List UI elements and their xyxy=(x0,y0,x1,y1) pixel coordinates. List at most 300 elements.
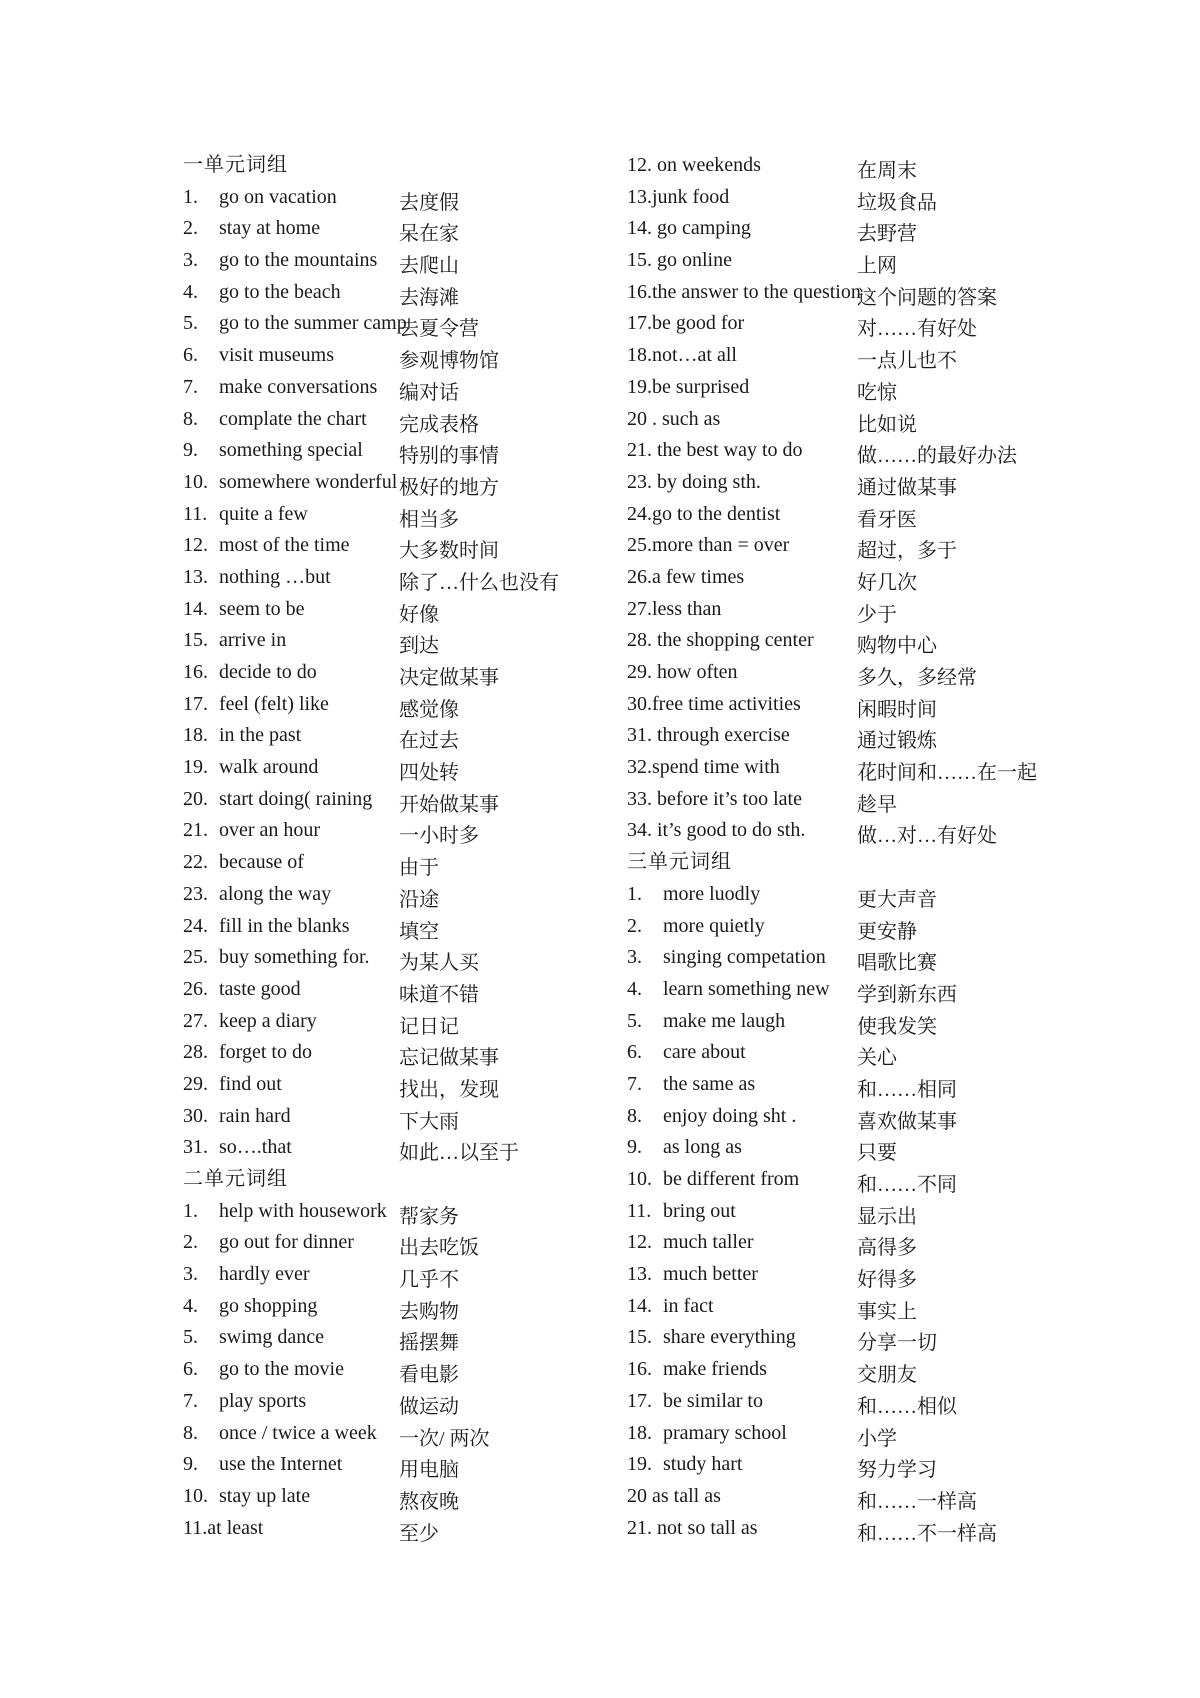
vocab-row xyxy=(183,1322,623,1354)
phrase-text: over an hour xyxy=(219,819,321,842)
vocab-row xyxy=(183,277,623,309)
item-number: 5. xyxy=(183,1326,198,1349)
chinese-meaning: 用电脑 xyxy=(399,1459,459,1482)
english-phrase xyxy=(627,1354,845,1386)
english-phrase xyxy=(627,1227,845,1259)
phrase-text: forget to do xyxy=(219,1041,312,1064)
english-phrase xyxy=(183,1101,383,1133)
vocab-row xyxy=(183,1227,623,1259)
phrase-text: complate the chart xyxy=(219,407,367,430)
phrase-text: hardly ever xyxy=(219,1263,310,1286)
item-number: 7. xyxy=(183,1389,198,1412)
item-number: 26. xyxy=(627,565,652,588)
item-number: 32. xyxy=(627,756,652,779)
phrase-text: pramary school xyxy=(663,1421,787,1444)
chinese-meaning: 在周末 xyxy=(857,160,917,182)
english-phrase xyxy=(183,277,383,309)
english-phrase xyxy=(183,1196,387,1228)
phrase-text: keep a diary xyxy=(219,1009,317,1032)
vocab-row xyxy=(627,340,1067,372)
item-number: 9. xyxy=(183,1453,198,1476)
english-phrase xyxy=(183,1132,383,1164)
english-phrase xyxy=(627,974,845,1006)
item-number: 15. xyxy=(183,629,208,652)
item-number: 20 xyxy=(627,407,647,430)
chinese-meaning: 好像 xyxy=(399,603,439,626)
chinese-meaning: 显示出 xyxy=(857,1205,917,1228)
item-number: 21. xyxy=(183,819,208,842)
phrase-text: go online xyxy=(652,249,732,272)
vocab-row xyxy=(627,1354,1067,1386)
vocab-row xyxy=(183,372,623,404)
vocab-row xyxy=(627,1322,1067,1354)
english-phrase xyxy=(183,1006,383,1038)
vocab-row xyxy=(183,1291,623,1323)
english-phrase xyxy=(183,467,398,499)
english-phrase xyxy=(183,1291,383,1323)
vocab-row xyxy=(627,625,1067,657)
item-number: 29. xyxy=(627,661,652,683)
english-phrase xyxy=(183,847,383,879)
vocab-row xyxy=(627,689,1067,721)
chinese-meaning: 帮家务 xyxy=(399,1205,459,1228)
item-number: 21. xyxy=(627,439,652,462)
english-phrase xyxy=(627,1386,845,1418)
vocab-row xyxy=(183,245,623,277)
vocab-row xyxy=(627,1449,1067,1481)
vocab-row xyxy=(627,1291,1067,1323)
english-phrase xyxy=(627,1513,845,1545)
chinese-meaning: 做……的最好办法 xyxy=(857,445,1017,468)
phrase-text: feel (felt) like xyxy=(219,692,329,715)
vocab-row xyxy=(627,372,1067,404)
chinese-meaning: 努力学习 xyxy=(857,1459,937,1482)
vocab-row xyxy=(183,404,623,436)
vocab-row xyxy=(183,308,623,340)
english-phrase xyxy=(627,594,845,626)
item-number: 4. xyxy=(183,280,198,303)
phrase-text: make conversations xyxy=(219,375,378,398)
english-phrase xyxy=(627,562,845,594)
vocab-row xyxy=(183,784,623,816)
unit2-list xyxy=(183,1196,623,1545)
vocab-row xyxy=(627,308,1067,340)
chinese-meaning: 味道不错 xyxy=(399,983,479,1006)
item-number: 16. xyxy=(183,661,208,683)
phrase-text: go to the movie xyxy=(219,1358,344,1381)
english-phrase xyxy=(183,530,383,562)
phrase-text: make me laugh xyxy=(663,1009,786,1032)
chinese-meaning: 和……一样高 xyxy=(857,1490,977,1513)
chinese-meaning: 去购物 xyxy=(399,1300,459,1323)
chinese-meaning: 更安静 xyxy=(857,920,917,943)
phrase-text: how often xyxy=(652,661,738,683)
item-number: 23. xyxy=(627,470,652,493)
phrase-text: less than xyxy=(652,597,722,620)
english-phrase xyxy=(183,1386,383,1418)
chinese-meaning: 为某人买 xyxy=(399,952,479,975)
item-number: 10. xyxy=(183,1484,208,1507)
phrase-text: go to the beach xyxy=(219,280,341,303)
item-number: 19. xyxy=(183,756,208,779)
item-number: 1. xyxy=(627,882,642,905)
item-number: 23. xyxy=(183,882,208,905)
item-number: 13. xyxy=(627,1263,652,1286)
phrase-text: . such as xyxy=(647,407,721,430)
vocab-row xyxy=(627,942,1067,974)
vocab-row xyxy=(627,1418,1067,1450)
vocab-row xyxy=(183,1132,623,1164)
phrase-text: the shopping center xyxy=(652,629,814,652)
phrase-text: more luodly xyxy=(663,882,761,905)
chinese-meaning: 看电影 xyxy=(399,1364,459,1387)
item-number: 2. xyxy=(627,914,642,937)
english-phrase xyxy=(183,308,407,340)
chinese-meaning: 和……相似 xyxy=(857,1395,957,1418)
vocab-row xyxy=(183,625,623,657)
vocab-row xyxy=(627,1101,1067,1133)
item-number: 2. xyxy=(183,1231,198,1254)
english-phrase xyxy=(627,815,845,847)
chinese-meaning: 少于 xyxy=(857,603,897,626)
chinese-meaning: 由于 xyxy=(399,857,439,880)
vocab-row xyxy=(627,499,1067,531)
phrase-text: junk food xyxy=(652,185,730,208)
item-number: 17. xyxy=(627,312,652,335)
chinese-meaning: 做…对…有好处 xyxy=(857,825,997,848)
vocab-row xyxy=(183,1354,623,1386)
vocab-row xyxy=(183,1513,623,1545)
item-number: 24. xyxy=(183,914,208,937)
chinese-meaning: 多久，多经常 xyxy=(857,667,977,689)
english-phrase xyxy=(627,1481,845,1513)
vocab-row xyxy=(627,1069,1067,1101)
chinese-meaning: 特别的事情 xyxy=(399,445,499,468)
english-phrase xyxy=(183,245,383,277)
item-number: 9. xyxy=(183,439,198,462)
item-number: 10. xyxy=(627,1168,652,1190)
phrase-text: as long as xyxy=(663,1136,742,1159)
phrase-text: a few times xyxy=(652,565,745,588)
english-phrase xyxy=(183,1259,383,1291)
phrase-text: through exercise xyxy=(652,724,790,747)
chinese-meaning: 摇摆舞 xyxy=(399,1332,459,1355)
item-number: 12. xyxy=(627,154,652,176)
item-number: 30. xyxy=(183,1104,208,1127)
chinese-meaning: 相当多 xyxy=(399,508,459,531)
phrase-text: quite a few xyxy=(219,502,308,525)
chinese-meaning: 做运动 xyxy=(399,1395,459,1418)
english-phrase xyxy=(183,1513,383,1545)
english-phrase xyxy=(183,435,383,467)
chinese-meaning: 去爬山 xyxy=(399,255,459,278)
phrase-text: not so tall as xyxy=(652,1516,758,1539)
vocab-row xyxy=(183,815,623,847)
english-phrase xyxy=(627,911,845,943)
item-number: 3. xyxy=(183,249,198,272)
english-phrase xyxy=(627,245,845,277)
chinese-meaning: 完成表格 xyxy=(399,413,479,436)
item-number: 14. xyxy=(183,597,208,620)
vocab-row xyxy=(627,530,1067,562)
vocab-row xyxy=(627,562,1067,594)
chinese-meaning: 超过，多于 xyxy=(857,540,957,563)
vocab-row xyxy=(183,1386,623,1418)
vocab-row xyxy=(627,815,1067,847)
item-number: 30. xyxy=(627,692,652,715)
chinese-meaning: 如此…以至于 xyxy=(399,1142,519,1165)
english-phrase xyxy=(627,277,861,309)
item-number: 18. xyxy=(183,724,208,747)
english-phrase xyxy=(183,340,383,372)
vocab-row xyxy=(627,1259,1067,1291)
chinese-meaning: 至少 xyxy=(399,1522,439,1545)
phrase-text: go on vacation xyxy=(219,185,337,208)
english-phrase xyxy=(627,308,845,340)
item-number: 21. xyxy=(627,1516,652,1539)
vocab-row xyxy=(627,245,1067,277)
chinese-meaning: 去度假 xyxy=(399,191,459,214)
phrase-text: it’s good to do sth. xyxy=(652,819,806,842)
phrase-text: start doing( raining xyxy=(219,787,373,810)
item-number: 26. xyxy=(183,977,208,1000)
item-number: 25. xyxy=(627,534,652,557)
item-number: 1. xyxy=(183,1199,198,1222)
item-number: 5. xyxy=(627,1009,642,1032)
english-phrase xyxy=(183,689,383,721)
vocab-row xyxy=(627,1196,1067,1228)
vocab-row xyxy=(627,182,1067,214)
chinese-meaning: 关心 xyxy=(857,1047,897,1070)
unit1-list xyxy=(183,182,623,1164)
chinese-meaning: 垃圾食品 xyxy=(857,191,937,214)
english-phrase xyxy=(183,499,383,531)
phrase-text: be good for xyxy=(652,312,745,335)
chinese-meaning: 这个问题的答案 xyxy=(857,286,997,309)
english-phrase xyxy=(627,1006,845,1038)
phrase-text: care about xyxy=(663,1041,746,1064)
item-number: 13. xyxy=(183,565,208,588)
phrase-text: much better xyxy=(663,1263,758,1286)
english-phrase xyxy=(627,1132,845,1164)
vocab-row xyxy=(183,1069,623,1101)
chinese-meaning: 趁早 xyxy=(857,793,897,816)
item-number: 4. xyxy=(183,1294,198,1317)
item-number: 18. xyxy=(627,1421,652,1444)
item-number: 15. xyxy=(627,249,652,272)
vocab-row xyxy=(183,467,623,499)
item-number: 7. xyxy=(627,1072,642,1095)
vocab-row xyxy=(183,213,623,245)
chinese-meaning: 参观博物馆 xyxy=(399,350,499,373)
vocab-row xyxy=(627,1164,1067,1196)
chinese-meaning: 沿途 xyxy=(399,888,439,911)
item-number: 7. xyxy=(183,375,198,398)
phrase-text: enjoy doing sht . xyxy=(663,1104,797,1127)
vocab-row xyxy=(183,1259,623,1291)
vocab-row xyxy=(627,435,1067,467)
item-number: 3. xyxy=(627,946,642,969)
phrase-text: spend time with xyxy=(652,756,780,779)
vocab-row xyxy=(183,1196,623,1228)
vocab-row xyxy=(627,720,1067,752)
chinese-meaning: 对……有好处 xyxy=(857,318,977,341)
item-number: 11. xyxy=(183,502,208,525)
english-phrase xyxy=(627,213,845,245)
english-phrase xyxy=(627,689,845,721)
chinese-meaning: 通过做某事 xyxy=(857,476,957,499)
right-column xyxy=(627,150,1067,1544)
vocab-row xyxy=(183,1037,623,1069)
item-number: 31. xyxy=(183,1136,208,1159)
phrase-text: the answer to the question xyxy=(652,280,861,303)
chinese-meaning: 四处转 xyxy=(399,762,459,785)
vocab-row xyxy=(183,499,623,531)
item-number: 14. xyxy=(627,1294,652,1317)
vocab-row xyxy=(627,974,1067,1006)
vocab-row xyxy=(183,752,623,784)
item-number: 2. xyxy=(183,217,198,240)
chinese-meaning: 分享一切 xyxy=(857,1332,937,1355)
phrase-text: before it’s too late xyxy=(652,787,802,810)
english-phrase xyxy=(627,404,845,436)
chinese-meaning: 决定做某事 xyxy=(399,667,499,689)
chinese-meaning: 好几次 xyxy=(857,571,917,594)
chinese-meaning: 吃惊 xyxy=(857,381,897,404)
vocab-row xyxy=(183,911,623,943)
english-phrase xyxy=(183,752,383,784)
english-phrase xyxy=(627,530,845,562)
chinese-meaning: 喜欢做某事 xyxy=(857,1110,957,1133)
phrase-text: the same as xyxy=(663,1072,756,1095)
english-phrase xyxy=(627,150,845,182)
phrase-text: visit museums xyxy=(219,344,335,367)
phrase-text: swimg dance xyxy=(219,1326,324,1349)
item-number: 1. xyxy=(183,185,198,208)
vocab-row xyxy=(183,657,623,689)
phrase-text: go camping xyxy=(652,217,751,240)
chinese-meaning: 感觉像 xyxy=(399,698,459,721)
phrase-text: most of the time xyxy=(219,534,350,557)
item-number: 29. xyxy=(183,1072,208,1095)
vocab-row xyxy=(627,784,1067,816)
item-number: 33. xyxy=(627,787,652,810)
vocab-row xyxy=(183,1101,623,1133)
vocab-row xyxy=(627,277,1067,309)
english-phrase xyxy=(183,404,383,436)
item-number: 8. xyxy=(183,407,198,430)
item-number: 6. xyxy=(627,1041,642,1064)
chinese-meaning: 去海滩 xyxy=(399,286,459,309)
english-phrase xyxy=(627,1259,845,1291)
chinese-meaning: 除了…什么也没有 xyxy=(399,571,559,594)
item-number: 20. xyxy=(183,787,208,810)
unit2-list-continued xyxy=(627,150,1067,847)
chinese-meaning: 开始做某事 xyxy=(399,793,499,816)
item-number: 6. xyxy=(183,344,198,367)
item-number: 25. xyxy=(183,946,208,969)
chinese-meaning: 在过去 xyxy=(399,730,459,753)
chinese-meaning: 看牙医 xyxy=(857,508,917,531)
vocab-row xyxy=(627,1481,1067,1513)
english-phrase xyxy=(183,879,383,911)
english-phrase xyxy=(627,1291,845,1323)
unit3-heading: 三单元词组 xyxy=(627,851,732,874)
phrase-text: stay up late xyxy=(219,1484,311,1507)
item-number: 14. xyxy=(627,217,652,240)
english-phrase xyxy=(627,1418,845,1450)
item-number: 34. xyxy=(627,819,652,842)
phrase-text: something special xyxy=(219,439,363,462)
chinese-meaning: 好得多 xyxy=(857,1269,917,1292)
vocab-row xyxy=(627,657,1067,689)
phrase-text: rain hard xyxy=(219,1104,291,1127)
item-number: 27. xyxy=(627,597,652,620)
english-phrase xyxy=(183,625,383,657)
chinese-meaning: 高得多 xyxy=(857,1237,917,1260)
chinese-meaning: 和……不同 xyxy=(857,1174,957,1196)
chinese-meaning: 到达 xyxy=(399,635,439,658)
item-number: 16. xyxy=(627,1358,652,1381)
phrase-text: go to the summer camp xyxy=(219,312,407,335)
english-phrase xyxy=(627,1069,845,1101)
chinese-meaning: 一次/ 两次 xyxy=(399,1427,490,1450)
english-phrase xyxy=(627,625,845,657)
phrase-text: go out for dinner xyxy=(219,1231,354,1254)
phrase-text: share everything xyxy=(663,1326,796,1349)
phrase-text: learn something new xyxy=(663,977,830,1000)
item-number: 28. xyxy=(183,1041,208,1064)
unit3-list xyxy=(627,879,1067,1544)
phrase-text: along the way xyxy=(219,882,332,905)
english-phrase xyxy=(183,213,383,245)
english-phrase xyxy=(627,1322,845,1354)
item-number: 16. xyxy=(627,280,652,303)
english-phrase xyxy=(183,1481,383,1513)
chinese-meaning: 使我发笑 xyxy=(857,1015,937,1038)
english-phrase xyxy=(183,942,383,974)
english-phrase xyxy=(627,879,845,911)
english-phrase xyxy=(627,182,845,214)
phrase-text: study hart xyxy=(663,1453,743,1476)
unit1-heading: 一单元词组 xyxy=(183,154,288,176)
chinese-meaning: 去野营 xyxy=(857,223,917,246)
chinese-meaning: 找出，发现 xyxy=(399,1078,499,1101)
chinese-meaning: 下大雨 xyxy=(399,1110,459,1133)
item-number: 5. xyxy=(183,312,198,335)
chinese-meaning: 出去吃饭 xyxy=(399,1237,479,1260)
phrase-text: use the Internet xyxy=(219,1453,343,1476)
phrase-text: bring out xyxy=(663,1199,736,1222)
phrase-text: the best way to do xyxy=(652,439,803,462)
chinese-meaning: 一点儿也不 xyxy=(857,350,957,373)
english-phrase xyxy=(627,467,845,499)
phrase-text: in the past xyxy=(219,724,302,747)
english-phrase xyxy=(183,911,383,943)
vocab-row xyxy=(183,720,623,752)
item-number: 20 xyxy=(627,1484,647,1507)
chinese-meaning: 和……不一样高 xyxy=(857,1522,997,1545)
vocab-row xyxy=(183,435,623,467)
item-number: 17. xyxy=(627,1389,652,1412)
chinese-meaning: 上网 xyxy=(857,255,897,278)
english-phrase xyxy=(183,657,383,689)
chinese-meaning: 大多数时间 xyxy=(399,540,499,563)
left-column xyxy=(183,150,623,1544)
english-phrase xyxy=(627,1196,845,1228)
phrase-text: by doing sth. xyxy=(652,470,761,493)
vocab-row xyxy=(627,1227,1067,1259)
